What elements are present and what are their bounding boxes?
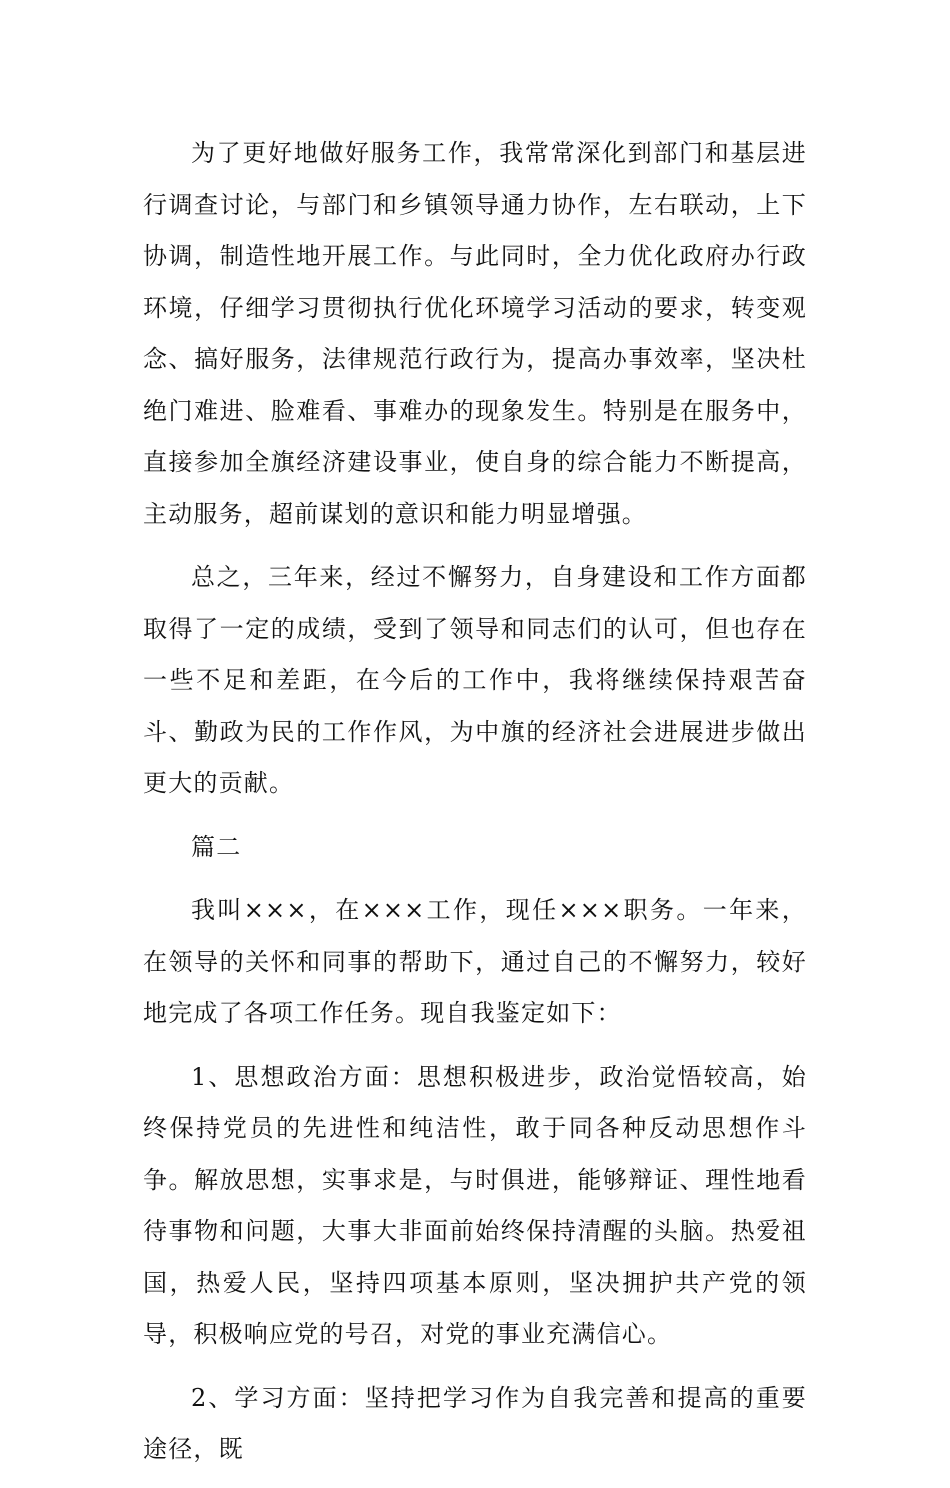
paragraph-political-thought: 1、思想政治方面：思想积极进步，政治觉悟较高，始终保持党员的先进性和纯洁性，敢于同各种反动思想作斗争。解放思想，实事求是，与时俱进，能够辩证、理性地看待事物和问题，大事大非面前始终保持清醒的头脑。热爱祖国，热爱人民，坚持四项基本原则，坚决拥护共产党的领导，积极响应党的号召，对党的事业充满信心。 — [143, 1062, 807, 1348]
paragraph-service-work: 为了更好地做好服务工作，我常常深化到部门和基层进行调查讨论，与部门和乡镇领导通力协作，左右联动，上下协调，制造性地开展工作。与此同时，全力优化政府办行政环境，仔细学习贯彻执行优化环境学习活动的要求，转变观念、搞好服务，法律规范行政行为，提高办事效率，坚决杜绝门难进、脸难看、事难办的现象发生。特别是在服务中，直接参加全旗经济建设事业，使自身的综合能力不断提高，主动服务，超前谋划的意识和能力明显增强。 — [143, 139, 807, 528]
section-heading: 篇二 — [191, 832, 242, 861]
paragraph-study: 2、学习方面：坚持把学习作为自我完善和提高的重要途径，既 — [143, 1383, 807, 1463]
paragraph-introduction: 我叫×××，在×××工作，现任×××职务。一年来，在领导的关怀和同事的帮助下，通过自己的不懈努力，较好地完成了各项工作任务。现自我鉴定如下： — [143, 896, 807, 1027]
document-page — [143, 128, 807, 1488]
paragraph-summary: 总之，三年来，经过不懈努力，自身建设和工作方面都取得了一定的成绩，受到了领导和同志们的认可，但也存在一些不足和差距，在今后的工作中，我将继续保持艰苦奋斗、勤政为民的工作作风，为中旗的经济社会进展进步做出更大的贡献。 — [143, 563, 807, 797]
